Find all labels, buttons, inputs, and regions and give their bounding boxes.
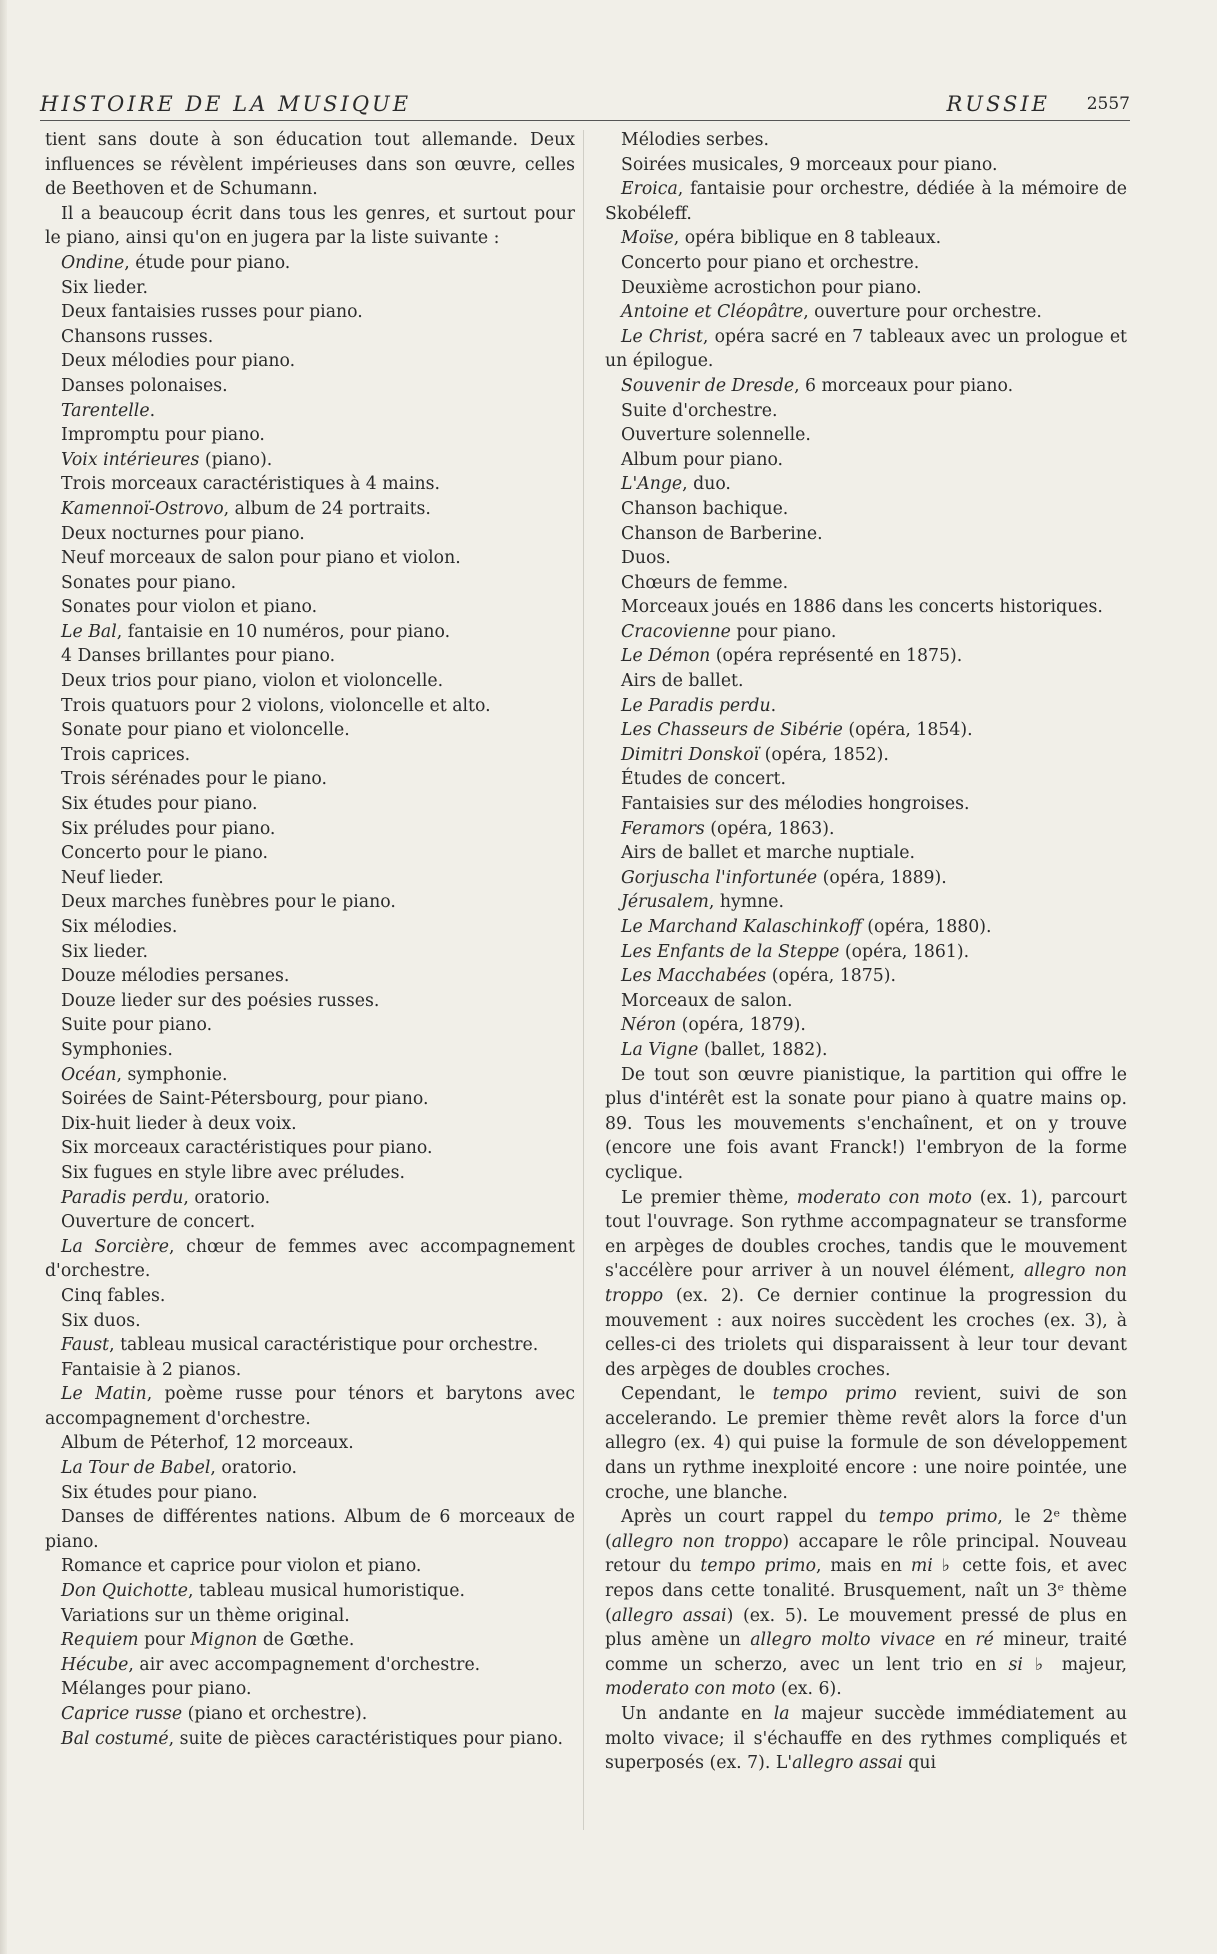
- text-run: Danses polonaises.: [61, 375, 228, 396]
- list-item: [45, 669, 575, 694]
- work-description: , opéra sacré en 7 tableaux avec un prologue et un épilogue.: [605, 326, 1127, 372]
- text-run: Impromptu pour piano.: [61, 425, 265, 446]
- work-description: (piano et orchestre).: [182, 1704, 368, 1724]
- text-run: Morceaux de salon.: [621, 990, 793, 1011]
- list-item: [45, 423, 575, 448]
- list-item: [45, 1604, 575, 1629]
- work-description: , hymne.: [708, 892, 784, 913]
- list-item: [605, 546, 1127, 571]
- text-run: De tout son œuvre pianistique, la partition qui offre le plus d'intérêt est la sonate pour piano à quatre mains op. 89. Tous les mouvements s'enchaînent, et on y trouve (encore une fois avant Franck!) l'embryon de la forme cyclique.: [605, 1064, 1127, 1183]
- text-run: Neuf morceaux de salon pour piano et violon.: [61, 548, 461, 569]
- text-run: Sonate pour piano et violoncelle.: [61, 720, 350, 741]
- list-item: [45, 1186, 575, 1211]
- list-item: [605, 817, 1127, 842]
- list-item: [605, 276, 1127, 301]
- work-description: (opéra, 1863).: [704, 818, 835, 839]
- text-run: ♭ cette fois, et avec repos dans cette tonalité. Brusquement, naît un 3ᵉ thème (: [605, 1556, 1128, 1626]
- list-item: [45, 1038, 575, 1063]
- list-item: [45, 1063, 575, 1088]
- text-run: ) accapare le rôle principal. Nouveau retour du: [605, 1531, 1127, 1577]
- list-item: [605, 743, 1127, 768]
- text-run: en: [935, 1630, 976, 1651]
- list-item: [45, 1653, 575, 1678]
- text-run: ) (ex. 5). Le mouvement pressé de plus en plus amène un: [605, 1605, 1127, 1651]
- work-title: Le Démon: [621, 646, 711, 667]
- text-run: Mélanges pour piano.: [61, 1679, 252, 1700]
- text-run: 4 Danses brillantes pour piano.: [61, 646, 336, 667]
- list-item: [45, 1727, 575, 1752]
- list-item: [605, 767, 1127, 792]
- italic-term: tempo primo: [700, 1556, 816, 1577]
- list-item: [45, 1333, 575, 1358]
- list-item: [45, 1136, 575, 1161]
- work-description: pour piano.: [730, 621, 837, 642]
- list-item: [605, 644, 1127, 669]
- work-description: , poème russe pour ténors et barytons avec accompagnement d'orchestre.: [45, 1384, 576, 1429]
- list-item: [605, 374, 1127, 399]
- work-description: (ballet, 1882).: [698, 1039, 828, 1060]
- list-item: [45, 522, 575, 547]
- left-column: [45, 128, 575, 1751]
- text-run: Duos.: [621, 548, 671, 569]
- list-item: [45, 767, 575, 792]
- text-run: Deux mélodies pour piano.: [61, 351, 296, 372]
- list-item: [45, 1382, 575, 1431]
- list-item: [605, 595, 1127, 620]
- italic-term: moderato con moto: [796, 1187, 972, 1208]
- work-title: La Sorcière: [61, 1236, 169, 1257]
- work-title: Feramors: [621, 818, 705, 839]
- work-title: Les Enfants de la Steppe: [621, 941, 840, 962]
- list-item: [45, 694, 575, 719]
- list-item: [605, 669, 1127, 694]
- list-item: [45, 325, 575, 350]
- list-item: [605, 718, 1127, 743]
- list-item: [605, 472, 1127, 497]
- work-title: Océan: [61, 1064, 117, 1085]
- work-description: (opéra, 1861).: [839, 941, 970, 962]
- list-item: [605, 940, 1127, 965]
- text-run: Dix-huit lieder à deux voix.: [61, 1113, 297, 1134]
- list-item: [45, 1481, 575, 1506]
- paragraph: [605, 1382, 1127, 1505]
- list-item: [605, 153, 1127, 178]
- work-title: Antoine et Cléopâtre: [621, 302, 804, 323]
- list-item: [45, 1456, 575, 1481]
- text-run: Morceaux joués en 1886 dans les concerts historiques.: [621, 597, 1103, 618]
- work-description: , fantaisie en 10 numéros, pour piano.: [116, 621, 451, 642]
- work-title: Jérusalem: [621, 892, 709, 913]
- text-run: Six lieder.: [61, 277, 149, 298]
- list-item: [605, 325, 1127, 374]
- list-item: [45, 448, 575, 473]
- work-description: , chœur de femmes avec accompagnement d'orchestre.: [45, 1236, 575, 1282]
- paragraph: [45, 202, 575, 251]
- paragraph: [45, 128, 575, 202]
- list-item: [45, 841, 575, 866]
- list-item: [45, 251, 575, 276]
- list-item: [45, 964, 575, 989]
- text-run: Deux marches funèbres pour le piano.: [61, 892, 396, 913]
- work-description: , symphonie.: [116, 1064, 228, 1085]
- text-run: Six études pour piano.: [61, 794, 258, 815]
- list-item: [45, 497, 575, 522]
- italic-term: allegro assai: [611, 1605, 727, 1626]
- text-run: Suite pour piano.: [61, 1015, 213, 1036]
- work-title: Don Quichotte: [61, 1581, 189, 1602]
- list-item: [45, 399, 575, 424]
- list-item: [45, 571, 575, 596]
- italic-term: mi: [910, 1556, 933, 1577]
- text-run: Soirées de Saint-Pétersbourg, pour piano.: [61, 1089, 429, 1110]
- text-run: Après un court rappel du: [621, 1507, 879, 1528]
- work-title: Cracovienne: [621, 621, 731, 642]
- list-item: [45, 1702, 575, 1727]
- work-title: Les Chasseurs de Sibérie: [621, 720, 843, 741]
- text-run: Chansons russes.: [61, 326, 214, 347]
- text-run: ♭ majeur,: [1022, 1654, 1127, 1675]
- list-item: [45, 300, 575, 325]
- list-item: [605, 251, 1127, 276]
- work-title: Mignon: [190, 1630, 258, 1651]
- work-description: (opéra représenté en 1875).: [710, 646, 963, 667]
- list-item: [605, 226, 1127, 251]
- text-run: Romance et caprice pour violon et piano.: [61, 1556, 422, 1577]
- work-title: Hécube: [61, 1654, 129, 1675]
- text-run: , mais en: [815, 1556, 911, 1577]
- text-run: , le 2ᵉ thème (: [605, 1507, 1127, 1552]
- page-header: [40, 92, 1130, 121]
- work-title: Tarentelle: [61, 400, 150, 421]
- work-title: Dimitri Donskoï: [621, 744, 760, 765]
- work-title: Souvenir de Dresde: [621, 375, 795, 396]
- italic-term: la: [773, 1704, 790, 1724]
- page-number: 2557: [1086, 94, 1130, 114]
- text-run: Six mélodies.: [61, 917, 178, 937]
- text-run: Fantaisie à 2 pianos.: [61, 1359, 242, 1380]
- text-run: Six lieder.: [61, 941, 149, 962]
- list-item: [605, 1013, 1127, 1038]
- work-title: Moïse: [621, 228, 674, 249]
- list-item: [45, 1579, 575, 1604]
- text-run: Concerto pour piano et orchestre.: [621, 252, 920, 273]
- work-description: , oratorio.: [183, 1187, 271, 1208]
- list-item: [605, 792, 1127, 817]
- work-title: Ondine: [61, 252, 125, 273]
- work-title: Le Marchand Kalaschinkoff: [621, 917, 862, 937]
- list-item: [45, 644, 575, 669]
- work-description: , opéra biblique en 8 tableaux.: [673, 228, 942, 249]
- list-item: [45, 1358, 575, 1383]
- work-description: , tableau musical humoristique.: [188, 1581, 466, 1602]
- text-run: Fantaisies sur des mélodies hongroises.: [621, 794, 970, 815]
- list-item: [45, 1087, 575, 1112]
- text-run: Deuxième acrostichon pour piano.: [621, 277, 922, 298]
- italic-term: allegro assai: [792, 1753, 903, 1774]
- list-item: [45, 374, 575, 399]
- page-edge-shadow: [0, 0, 7, 1954]
- work-title: Kamennoï-Ostrovo: [61, 498, 224, 519]
- list-item: [45, 1112, 575, 1137]
- work-title: Bal costumé: [61, 1728, 169, 1749]
- paragraph: [605, 1063, 1127, 1186]
- text-run: mineur, traité comme un scherzo, avec un lent trio en: [605, 1630, 1128, 1675]
- list-item: [605, 522, 1127, 547]
- list-item: [45, 1235, 575, 1284]
- list-item: [605, 571, 1127, 596]
- work-description: , tableau musical caractéristique pour orchestre.: [109, 1335, 539, 1356]
- text-run: Trois sérénades pour le piano.: [61, 769, 327, 790]
- text-run: qui: [902, 1753, 937, 1774]
- work-description: , oratorio.: [210, 1458, 298, 1479]
- list-item: [45, 1013, 575, 1038]
- text-run: Douze mélodies persanes.: [61, 966, 290, 987]
- work-description: , ouverture pour orchestre.: [803, 302, 1042, 323]
- text-run: Concerto pour le piano.: [61, 843, 268, 864]
- list-item: [605, 841, 1127, 866]
- text-run: Douze lieder sur des poésies russes.: [61, 990, 380, 1011]
- text-run: Six études pour piano.: [61, 1482, 258, 1503]
- text-run: Études de concert.: [621, 769, 786, 790]
- section-title: RUSSIE: [946, 92, 1050, 116]
- work-description: , fantaisie pour orchestre, dédiée à la mémoire de Skobéleff.: [605, 179, 1127, 224]
- italic-term: moderato con moto: [605, 1679, 776, 1700]
- list-item: [605, 989, 1127, 1014]
- text-run: Ouverture de concert.: [61, 1212, 256, 1233]
- text-run: Trois quatuors pour 2 violons, violoncelle et alto.: [61, 695, 491, 716]
- list-item: [45, 1309, 575, 1334]
- italic-term: tempo primo: [772, 1384, 897, 1405]
- list-item: [45, 546, 575, 571]
- italic-term: allegro non troppo: [605, 1261, 1127, 1306]
- text-run: Chanson bachique.: [621, 498, 789, 519]
- list-item: [605, 300, 1127, 325]
- work-title: Faust: [61, 1335, 110, 1356]
- list-item: [45, 595, 575, 620]
- list-item: [45, 1210, 575, 1235]
- work-title: Paradis perdu: [61, 1187, 184, 1208]
- text-run: Album de Péterhof, 12 morceaux.: [61, 1433, 354, 1454]
- work-title: Les Macchabées: [621, 966, 767, 987]
- text-run: Sonates pour violon et piano.: [61, 597, 318, 618]
- work-title: Le Paradis perdu: [621, 695, 771, 716]
- work-title: Eroica: [621, 179, 678, 200]
- work-description: (opéra, 1852).: [759, 744, 889, 765]
- italic-term: allegro non troppo: [611, 1531, 783, 1552]
- work-description: (opéra, 1889).: [817, 867, 947, 888]
- list-item: [45, 472, 575, 497]
- column-divider: [583, 130, 584, 1830]
- work-description: , 6 morceaux pour piano.: [794, 375, 1014, 396]
- list-item: [45, 817, 575, 842]
- text-run: Chœurs de femme.: [621, 572, 789, 593]
- list-item: [605, 915, 1127, 940]
- text-run: Deux nocturnes pour piano.: [61, 523, 305, 544]
- text-run: Neuf lieder.: [61, 867, 164, 888]
- work-description: (opéra, 1854).: [842, 720, 973, 741]
- text-run: (ex. 1), parcourt tout l'ouvrage. Son rythme accompagnateur se transforme en arpèges de doubles croches, tandis que le mouvement s'accélère pour arriver à un nouvel élément,: [605, 1187, 1127, 1282]
- list-item: [45, 1284, 575, 1309]
- work-description: de Gœthe.: [257, 1630, 355, 1651]
- text-run: Mélodies serbes.: [621, 130, 770, 150]
- work-description: , album de 24 portraits.: [223, 498, 431, 519]
- work-description: (opéra, 1880).: [861, 917, 992, 937]
- text-run: Variations sur un thème original.: [61, 1605, 350, 1626]
- list-item: [605, 964, 1127, 989]
- list-item: [45, 1677, 575, 1702]
- list-item: [45, 743, 575, 768]
- paragraph: [605, 1186, 1127, 1383]
- work-title: Requiem: [61, 1630, 139, 1651]
- text-run: (ex. 2). Ce dernier continue la progression du mouvement : aux noires succèdent les croches (ex. 3), à celles-ci des triolets qui disparaissent à leur tour devant des arpèges de doubles croches.: [605, 1285, 1127, 1380]
- list-item: [45, 915, 575, 940]
- work-description: , duo.: [682, 474, 731, 495]
- text-run: (ex. 6).: [775, 1679, 842, 1700]
- text-run: revient, suivi de son accelerando. Le premier thème revêt alors la force d'un allegro (ex. 4) qui puise la formule de son développement dans un rythme inexploité encore : une noire pointée, une croche, une blanche.: [605, 1384, 1127, 1503]
- list-item: [605, 866, 1127, 891]
- list-item: [45, 1161, 575, 1186]
- text-run: Le premier thème,: [621, 1187, 797, 1208]
- list-item: [45, 718, 575, 743]
- text-run: Il a beaucoup écrit dans tous les genres, et surtout pour le piano, ainsi qu'on en jugera par la liste suivante :: [45, 203, 575, 249]
- work-description: (opéra, 1875).: [766, 966, 896, 987]
- text-run: Trois morceaux caractéristiques à 4 mains.: [61, 474, 441, 495]
- list-item: [605, 890, 1127, 915]
- list-item: [605, 423, 1127, 448]
- text-run: Un andante en: [621, 1704, 774, 1724]
- text-run: Symphonies.: [61, 1039, 173, 1060]
- work-title: La Vigne: [621, 1039, 699, 1060]
- work-description: .: [770, 695, 777, 716]
- work-description: pour: [138, 1630, 191, 1651]
- right-column: [605, 128, 1127, 1776]
- work-title: Caprice russe: [61, 1704, 183, 1724]
- paragraph: [605, 1702, 1127, 1776]
- work-description: , air avec accompagnement d'orchestre.: [128, 1654, 481, 1675]
- list-item: [605, 177, 1127, 226]
- work-description: (piano).: [199, 449, 273, 470]
- work-title: Néron: [621, 1015, 677, 1036]
- list-item: [605, 694, 1127, 719]
- list-item: [45, 989, 575, 1014]
- text-run: Deux trios pour piano, violon et violoncelle.: [61, 671, 444, 692]
- text-run: Suite d'orchestre.: [621, 400, 778, 421]
- list-item: [605, 1038, 1127, 1063]
- work-title: Gorjuscha l'infortunée: [621, 867, 818, 888]
- list-item: [45, 940, 575, 965]
- list-item: [605, 620, 1127, 645]
- list-item: [45, 792, 575, 817]
- italic-term: tempo primo: [878, 1507, 998, 1528]
- list-item: [45, 1431, 575, 1456]
- work-title: Voix intérieures: [61, 449, 200, 470]
- paragraph: [605, 1505, 1127, 1702]
- text-run: Six fugues en style libre avec préludes.: [61, 1162, 406, 1183]
- text-run: tient sans doute à son éducation tout allemande. Deux influences se révèlent impérieuses dans son œuvre, celles de Beethoven et de Schumann.: [45, 130, 575, 200]
- work-description: , étude pour piano.: [124, 252, 291, 273]
- list-item: [45, 866, 575, 891]
- list-item: [45, 1505, 575, 1554]
- text-run: Sonates pour piano.: [61, 572, 237, 593]
- work-title: L'Ange: [621, 474, 683, 495]
- text-run: Six préludes pour piano.: [61, 818, 276, 839]
- italic-term: allegro molto vivace: [750, 1630, 936, 1651]
- italic-term: si: [1008, 1654, 1023, 1675]
- list-item: [45, 276, 575, 301]
- running-title: HISTOIRE DE LA MUSIQUE: [40, 92, 412, 116]
- list-item: [45, 620, 575, 645]
- text-run: Cinq fables.: [61, 1285, 166, 1306]
- work-title: La Tour de Babel: [61, 1458, 211, 1479]
- text-run: Ouverture solennelle.: [621, 425, 811, 446]
- work-description: (opéra, 1879).: [676, 1015, 806, 1036]
- work-description: , suite de pièces caractéristiques pour piano.: [168, 1728, 563, 1749]
- list-item: [605, 448, 1127, 473]
- list-item: [605, 399, 1127, 424]
- text-run: Deux fantaisies russes pour piano.: [61, 302, 363, 323]
- text-run: Trois caprices.: [61, 744, 191, 765]
- work-description: .: [149, 400, 156, 421]
- text-run: Album pour piano.: [621, 449, 784, 470]
- text-run: Chanson de Barberine.: [621, 523, 823, 544]
- list-item: [605, 128, 1127, 153]
- work-title: Le Matin: [61, 1384, 147, 1405]
- text-run: Six duos.: [61, 1310, 141, 1331]
- list-item: [45, 1628, 575, 1653]
- text-run: Six morceaux caractéristiques pour piano.: [61, 1138, 433, 1159]
- list-item: [45, 1554, 575, 1579]
- text-run: Airs de ballet et marche nuptiale.: [621, 843, 915, 864]
- list-item: [45, 349, 575, 374]
- text-run: Cependant, le: [621, 1384, 773, 1405]
- work-title: Le Christ: [621, 326, 703, 347]
- text-run: majeur succède immédiatement au molto vivace; il s'échauffe en des rythmes compliqués et superposés (ex. 7). L': [605, 1704, 1127, 1774]
- list-item: [605, 497, 1127, 522]
- list-item: [45, 890, 575, 915]
- text-run: Danses de différentes nations. Album de 6 morceaux de piano.: [45, 1507, 575, 1552]
- work-title: Le Bal: [61, 621, 117, 642]
- text-run: Airs de ballet.: [621, 671, 744, 692]
- text-run: Soirées musicales, 9 morceaux pour piano.: [621, 154, 998, 175]
- italic-term: ré: [975, 1630, 994, 1651]
